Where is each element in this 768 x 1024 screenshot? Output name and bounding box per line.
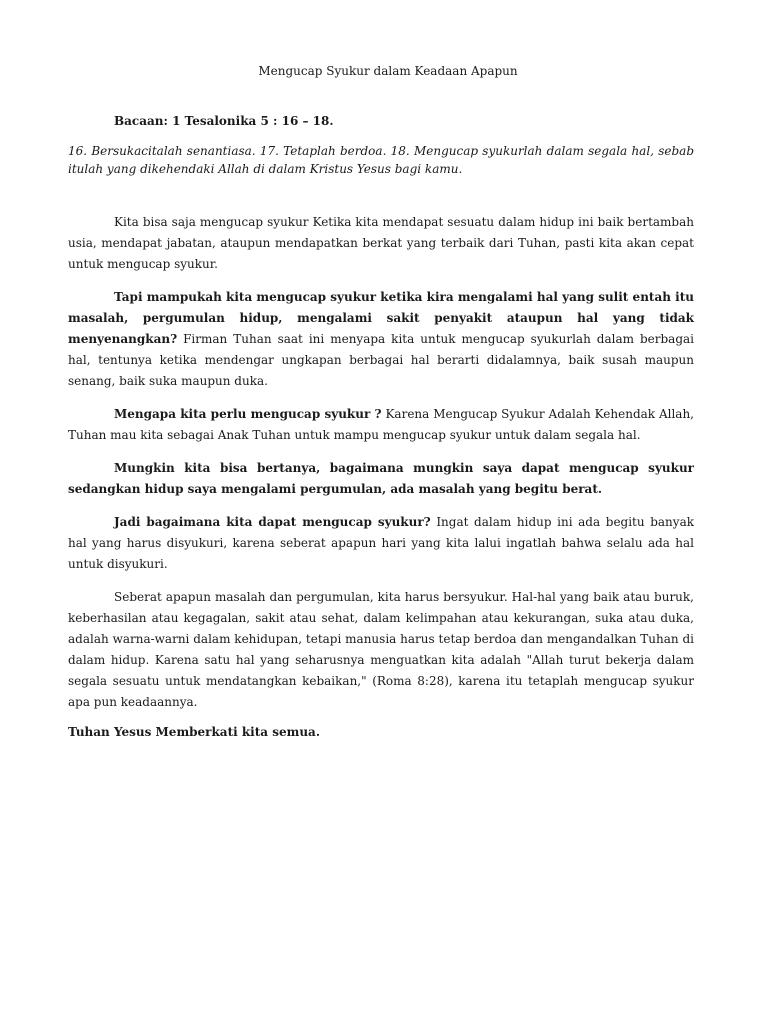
- scripture-verse: 16. Bersukacitalah senantiasa. 17. Tetaplah berdoa. 18. Mengucap syukurlah dalam segala hal, sebab itulah yang dikehendaki Allah di dalam Kristus Yesus bagi kamu.: [68, 144, 694, 176]
- paragraph-bold: Jadi bagaimana kita dapat mengucap syukur?: [114, 515, 431, 529]
- paragraph-text: Karena Mengucap Syukur Adalah Kehendak Allah, Tuhan mau kita sebagai Anak Tuhan untuk mampu mengucap syukur untuk dalam segala hal.: [68, 407, 694, 442]
- paragraph-bold: Mungkin kita bisa bertanya, bagaimana mungkin saya dapat mengucap syukur sedangkan hidup saya mengalami pergumulan, ada masalah yang begitu berat.: [68, 461, 694, 496]
- paragraph-3: [68, 404, 694, 446]
- paragraph-6: [68, 587, 694, 713]
- paragraph-2: [68, 287, 694, 392]
- paragraph-text: Kita bisa saja mengucap syukur Ketika kita mendapat sesuatu dalam hidup ini baik bertambah usia, mendapat jabatan, ataupun mendapatkan berkat yang terbaik dari Tuhan, pasti kita akan cepat untuk mengucap syukur.: [68, 215, 694, 271]
- closing-blessing: Tuhan Yesus Memberkati kita semua.: [68, 725, 320, 739]
- paragraph-text: Firman Tuhan saat ini menyapa kita untuk mengucap syukurlah dalam berbagai hal, tentunya ketika mendengar ungkapan berbagai hal berarti didalamnya, baik susah maupun senang, baik suka maupun duka.: [68, 332, 694, 388]
- paragraph-text: Ingat dalam hidup ini ada begitu banyak hal yang harus disyukuri, karena seberat apapun hari yang kita lalui ingatlah bahwa selalu ada hal untuk disyukuri.: [68, 515, 694, 571]
- paragraph-1: [68, 212, 694, 275]
- paragraph-bold: Mengapa kita perlu mengucap syukur ?: [114, 407, 382, 421]
- paragraph-text: Seberat apapun masalah dan pergumulan, kita harus bersyukur. Hal-hal yang baik atau buruk, keberhasilan atau kegagalan, sakit atau sehat, dalam kelimpahan atau kekurangan, suka atau duka, adalah warna-warni dalam kehidupan, tetapi manusia harus tetap berdoa dan mengandalkan Tuhan di dalam hidup. Karena satu hal yang seharusnya menguatkan kita adalah "Allah turut bekerja dalam segala sesuatu untuk mendatangkan kebaikan," (Roma 8:28), karena itu tetaplah mengucap syukur apa pun keadaannya.: [68, 590, 694, 709]
- paragraph-4: [68, 458, 694, 500]
- document-title: Mengucap Syukur dalam Keadaan Apapun: [258, 64, 518, 78]
- paragraph-5: [68, 512, 694, 575]
- scripture-reading: Bacaan: 1 Tesalonika 5 : 16 – 18.: [114, 114, 334, 128]
- paragraph-bold: Tapi mampukah kita mengucap syukur ketika kira mengalami hal yang sulit entah itu masalah, pergumulan hidup, mengalami sakit penyakit ataupun hal yang tidak menyenangkan?: [68, 290, 694, 346]
